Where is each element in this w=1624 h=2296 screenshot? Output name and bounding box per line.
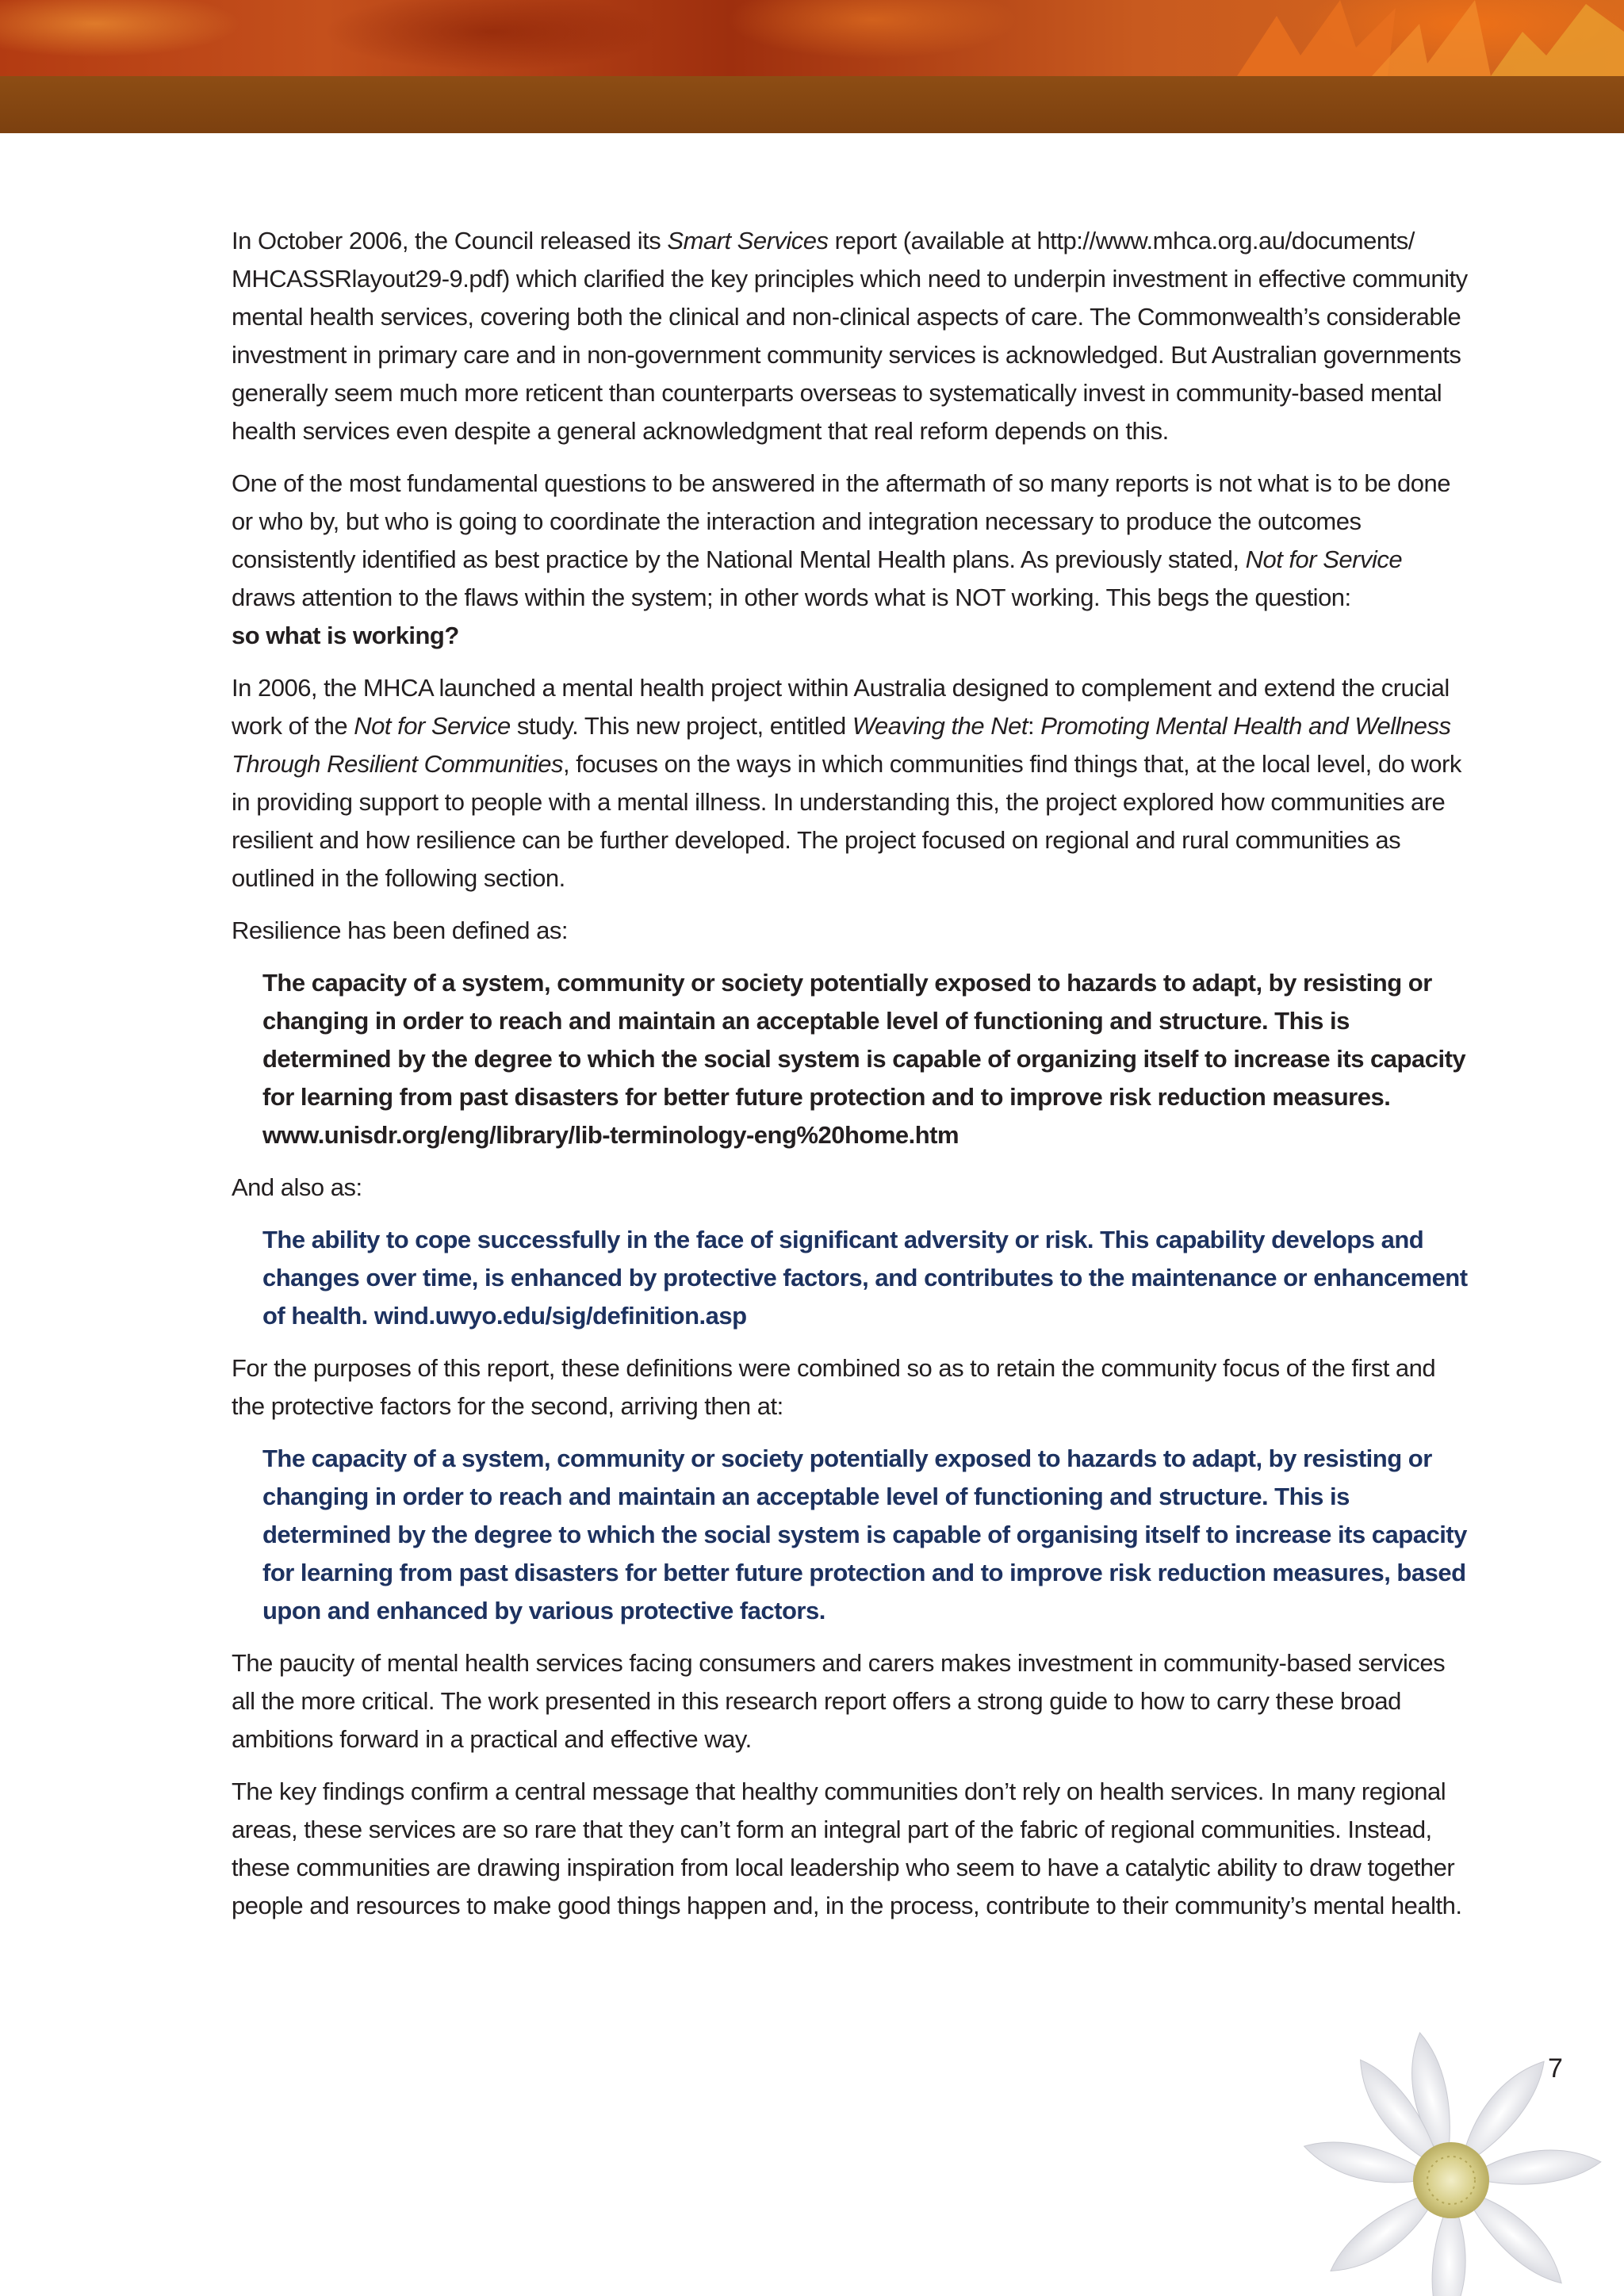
leaves-decoration-icon [1189,0,1624,76]
report-title-smart-services: Smart Services [667,227,829,254]
paragraph-5: And also as: [232,1173,362,1201]
paragraph-3: In 2006, the MHCA launched a mental health project within Australia designed to complement and extend the crucial work of the Not for Service study. This new project, entitled Weaving the Net: Promoting Mental Health and Wellness Through Resilient Communities, focuses on the ways in which communities find things that, at the local level, do work in providing support to people with a mental illness. In understanding this, the project explored how communities are resilient and how resilience can be further developed. The project focused on regional and rural communities as outlined in the following section. [232,674,1461,892]
definition-quote-2: The ability to cope successfully in the face of significant adversity or risk. This capability develops and changes over time, is enhanced by protective factors, and contributes to the maintenance or enhancement of health. wind.uwyo.edu/sig/definition.asp [262,1226,1468,1330]
flannel-flower-icon [1253,2030,1624,2296]
paragraph-2: One of the most fundamental questions to be answered in the aftermath of so many reports is not what is to be done or who by, but who is going to coordinate the interaction and integration necessary to produce the outcomes consistently identified as best practice by the National Mental Health plans. As previously stated, Not for Service draws attention to the flaws within the system; in other words what is NOT working. This begs the question: so what is working? [232,469,1450,649]
paragraph-6: For the purposes of this report, these definitions were combined so as to retain the community focus of the first and the protective factors for the second, arriving then at: [232,1354,1436,1420]
definition-quote-combined: The capacity of a system, community or society potentially exposed to hazards to adapt, by resisting or changing in order to reach and maintain an acceptable level of functioning and structure. This is determined by the degree to which the social system is capable of organising itself to increase its capacity for learning from past disasters for better future protection and to improve risk reduction measures, based upon and enhanced by various protective factors. [262,1445,1467,1624]
paragraph-7: The paucity of mental health services facing consumers and carers makes investment in community-based services all the more critical. The work presented in this research report offers a strong guide to how to carry these broad ambitions forward in a practical and effective way. [232,1649,1446,1753]
bold-question: so what is working? [232,622,459,649]
article-body [232,222,1469,1939]
header-band [0,76,1624,133]
paragraph-4: Resilience has been defined as: [232,916,568,944]
page-number: 7 [1548,2053,1563,2084]
project-subtitle: Promoting Mental Health and Wellness Through Resilient Communities [232,712,1451,778]
paragraph-1: In October 2006, the Council released its Smart Services report (available at http://www.mhca.org.au/documents/ MHCASSRlayout29-9.pdf) which clarified the key principles which need to underpin investment in effective community mental health services, covering both the clinical and non-clinical aspects of care. The Commonwealth’s considerable investment in primary care and in non-government community services is acknowledged. But Australian governments generally seem much more reticent than counterparts overseas to systematically invest in community-based mental health services even despite a general acknowledgment that real reform depends on this. [232,227,1468,445]
project-title: Weaving the Net [852,712,1028,740]
definition-quote-1: The capacity of a system, community or society potentially exposed to hazards to adapt, by resisting or changing in order to reach and maintain an acceptable level of functioning and structure. This is determined by the degree to which the social system is capable of organizing itself to increase its capacity for learning from past disasters for better future protection and to improve risk reduction measures. www.unisdr.org/eng/library/lib-terminology-eng%20home.htm [262,969,1466,1149]
paragraph-8: The key findings confirm a central message that healthy communities don’t rely on health services. In many regional areas, these services are so rare that they can’t form an integral part of the fabric of regional communities. Instead, these communities are drawing inspiration from local leadership who seem to have a catalytic ability to draw together people and resources to make good things happen and, in the process, contribute to their community’s mental health. [232,1777,1462,1919]
study-title-not-for-service: Not for Service [1245,545,1403,573]
header-banner [0,0,1624,76]
